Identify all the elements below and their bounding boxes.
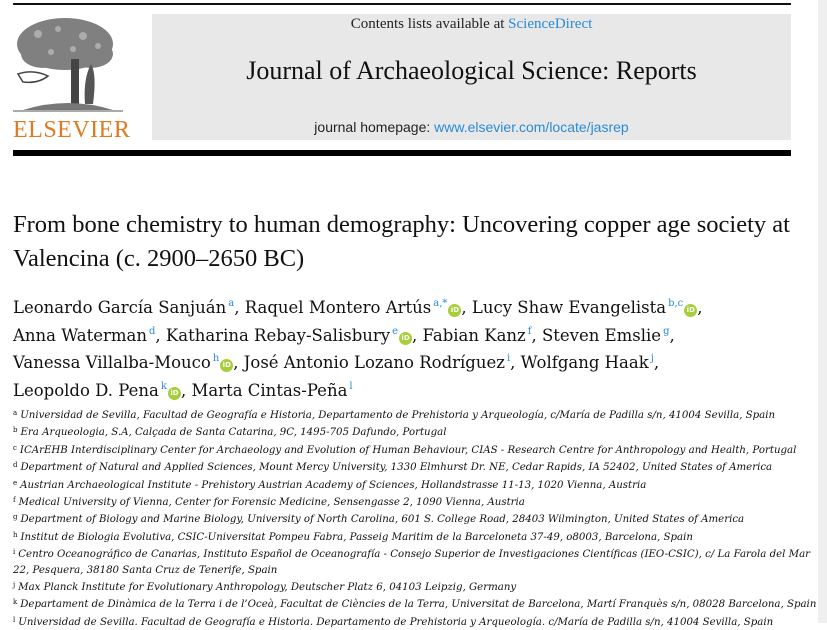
affiliation-link[interactable]: h <box>212 353 220 364</box>
author[interactable]: Anna Waterman $^d$ <box>13 325 156 345</box>
sciencedirect-link[interactable]: ScienceDirect <box>508 16 593 32</box>
affiliation-item: $^d$ Department of Natural and Applied Sciences, Mount Mercy University, 1330 Elmhurst Dr. NE, Cedar Rapids, IA 52402, United States of America <box>13 461 773 474</box>
author[interactable]: Lucy Shaw Evangelista $^{b,c}$iD <box>472 298 697 317</box>
journal-homepage-link[interactable]: www.elsevier.com/locate/jasrep <box>434 119 629 135</box>
affiliation-list <box>13 406 817 630</box>
author[interactable]: Raquel Montero Artús $^{a,*}$iD <box>245 298 462 317</box>
author[interactable]: Marta Cintas-Peña $^l$ <box>191 380 353 400</box>
orcid-icon[interactable]: iD <box>448 304 461 317</box>
affiliation-link[interactable]: i <box>506 353 511 364</box>
elsevier-wordmark: ELSEVIER <box>13 117 131 143</box>
affiliation-item: $^g$ Department of Biology and Marine Biology, University of North Carolina, 601 S. College Road, 28403 Wilmington, United States of America <box>13 513 745 526</box>
affiliation-item: $^c$ ICArEHB Interdisciplinary Center for Archaeology and Evolution of Human Behaviour, CIAS - Research Centre for Anthropology and Health, Portugal <box>13 443 797 456</box>
affiliation-link[interactable]: e <box>392 325 399 337</box>
author[interactable]: Leonardo García Sanjuán $^a$ <box>13 298 235 317</box>
affiliation-item: $^e$ Austrian Archaeological Institute - Prehistory Austrian Academy of Sciences, Hollandstrasse 11-13, 1020 Vienna, Austria <box>13 478 647 491</box>
affiliation-link[interactable]: a,* <box>433 298 448 309</box>
journal-header <box>152 14 791 140</box>
affiliation-item: $^i$ Centro Oceanográfico de Canarias, Instituto Español de Oceanografía - Consejo Superior de Investigaciones Científicas (IEO-CSIC), c/ La Farola del Mar 22, Pesquera, 38180 Santa Cruz de Tenerife, Spain <box>13 548 811 576</box>
scrollbar[interactable] <box>818 0 827 623</box>
orcid-icon[interactable]: iD <box>399 332 412 345</box>
author[interactable]: Fabian Kanz $^f$ <box>422 325 532 345</box>
affiliation-link[interactable]: j <box>650 353 654 364</box>
orcid-icon[interactable]: iD <box>168 387 181 400</box>
author[interactable]: Leopoldo D. Pena $^k$iD <box>13 381 181 400</box>
affiliation-item: $^j$ Max Planck Institute for Evolutionary Anthropology, Deutscher Platz 6, 04103 Leipzig, Germany <box>13 581 517 594</box>
author-list: Leonardo García Sanjuán $^a$, Raquel Montero Artús $^{a,*}$iD , Lucy Shaw Evangelista $^{b,c}$iD , Anna Waterman $^d$, Katharina Rebay-Salisbury $^e$iD , Fabian Kanz $^f$, Steven Emslie $^g$, Vanessa Villalba-Mouco $^h$iD , José Antonio Lozano Rodríguez $^i$, Wolfgang Haak $^j$, Leopoldo D. Pena $^k$iD , Marta Cintas-Peña $^l$ <box>13 298 703 400</box>
affiliation-link[interactable]: g <box>663 325 670 337</box>
contents-line <box>152 16 791 33</box>
affiliation-link[interactable]: f <box>527 325 532 337</box>
header-bottom-rule <box>13 150 791 156</box>
affiliation-item: $^a$ Universidad de Sevilla, Facultad de Geografía e Historia, Departamento de Prehistoria y Arqueología, c/María de Padilla s/n, 41004 Sevilla, Spain <box>13 409 776 421</box>
author[interactable]: Vanessa Villalba-Mouco $^h$iD <box>13 353 233 372</box>
author[interactable]: Wolfgang Haak $^j$ <box>520 353 654 372</box>
homepage-line <box>152 119 791 135</box>
author[interactable]: José Antonio Lozano Rodríguez $^i$ <box>243 353 511 372</box>
affiliation-link[interactable]: a <box>228 298 235 309</box>
top-rule <box>13 3 791 5</box>
orcid-icon[interactable]: iD <box>220 359 233 372</box>
affiliation-item: $^f$ Medical University of Vienna, Center for Forensic Medicine, Sensengasse 2, 1090 Vienna, Austria <box>13 496 525 509</box>
elsevier-logo[interactable] <box>13 14 148 142</box>
author[interactable]: Katharina Rebay-Salisbury $^e$iD <box>166 326 412 345</box>
affiliation-item: $^h$ Institut de Biologia Evolutiva, CSIC-Universitat Pompeu Fabra, Passeig Maritim de la Barceloneta 37-49, o8003, Barcelona, Spain <box>13 530 693 543</box>
affiliation-item: $^b$ Era Arqueologia, S.A, Calçada de Santa Catarina, 9C, 1495-705 Dafundo, Portugal <box>13 426 447 439</box>
affiliation-item: $^k$ Departament de Dinàmica de la Terra i de l’Oceà, Facultat de Ciències de la Terra, Universitat de Barcelona, Martí Franquès s/n, 08028 Barcelona, Spain <box>13 598 817 611</box>
orcid-icon[interactable]: iD <box>684 304 697 317</box>
affiliation-link[interactable]: l <box>349 380 353 392</box>
affiliation-link[interactable]: k <box>160 380 167 392</box>
affiliation-item: $^l$ Universidad de Sevilla. Facultad de Geografía e Historia. Departamento de Prehistoria y Arqueología. c/María de Padilla s/n, 41004 Sevilla, Spain <box>13 615 774 628</box>
author[interactable]: Steven Emslie $^g$ <box>541 325 670 345</box>
homepage-prefix: journal homepage: <box>314 119 435 135</box>
journal-title: Journal of Archaeological Science: Reports <box>246 56 697 85</box>
article-title: From bone chemistry to human demography: Uncovering copper age society at Valencina (c. 2900–2650 BC) <box>13 211 790 272</box>
affiliation-link[interactable]: b,c <box>668 298 684 309</box>
tree-logo-icon <box>13 14 123 114</box>
contents-prefix: Contents lists available at <box>350 16 509 32</box>
affiliation-link[interactable]: d <box>149 325 156 337</box>
